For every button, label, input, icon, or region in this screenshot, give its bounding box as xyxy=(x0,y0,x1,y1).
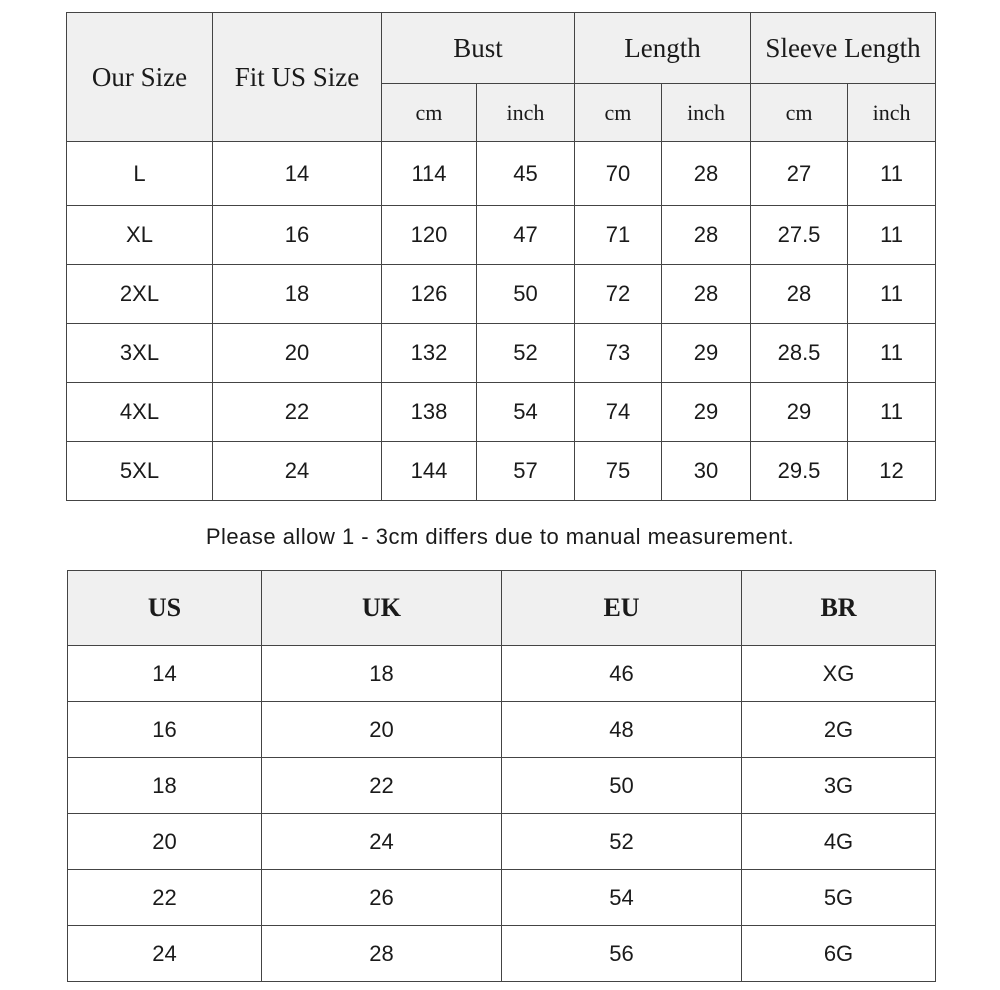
cell-uk: 26 xyxy=(262,870,502,926)
cell-fit-us-size: 24 xyxy=(213,442,382,501)
measurement-note: Please allow 1 - 3cm differs due to manual measurement. xyxy=(205,524,795,549)
table-row xyxy=(67,383,936,442)
cell-fit-us-size: 18 xyxy=(213,265,382,324)
cell-our-size: XL xyxy=(67,206,213,265)
cell-bust-inch: 54 xyxy=(477,383,575,442)
cell-bust-cm: 138 xyxy=(382,383,477,442)
header-sleeve-length: Sleeve Length xyxy=(751,13,936,84)
cell-sleeve-cm: 27 xyxy=(751,142,848,206)
cell-us: 20 xyxy=(68,814,262,870)
size-chart-table xyxy=(66,12,936,501)
unit-length-inch: inch xyxy=(662,84,751,142)
cell-uk: 22 xyxy=(262,758,502,814)
header-fit-us-size: Fit US Size xyxy=(213,13,382,142)
unit-sleeve-cm: cm xyxy=(751,84,848,142)
cell-our-size: 2XL xyxy=(67,265,213,324)
cell-bust-cm: 114 xyxy=(382,142,477,206)
cell-sleeve-inch: 11 xyxy=(848,206,936,265)
table-row xyxy=(68,758,936,814)
table-row xyxy=(68,646,936,702)
table-row xyxy=(68,814,936,870)
table-row xyxy=(67,206,936,265)
table-row xyxy=(68,926,936,982)
table-row xyxy=(67,324,936,383)
header-our-size: Our Size xyxy=(67,13,213,142)
cell-length-inch: 29 xyxy=(662,383,751,442)
table-row xyxy=(67,142,936,206)
cell-eu: 54 xyxy=(502,870,742,926)
cell-bust-inch: 52 xyxy=(477,324,575,383)
cell-uk: 20 xyxy=(262,702,502,758)
cell-length-cm: 70 xyxy=(575,142,662,206)
cell-br: 5G xyxy=(742,870,936,926)
cell-length-inch: 28 xyxy=(662,265,751,324)
cell-sleeve-inch: 11 xyxy=(848,265,936,324)
cell-our-size: 4XL xyxy=(67,383,213,442)
cell-sleeve-inch: 11 xyxy=(848,142,936,206)
cell-eu: 46 xyxy=(502,646,742,702)
cell-length-cm: 73 xyxy=(575,324,662,383)
cell-length-cm: 75 xyxy=(575,442,662,501)
cell-bust-cm: 144 xyxy=(382,442,477,501)
cell-our-size: L xyxy=(67,142,213,206)
table-row xyxy=(68,870,936,926)
size-conversion-table xyxy=(67,570,936,982)
header-br: BR xyxy=(742,571,936,646)
cell-sleeve-cm: 29.5 xyxy=(751,442,848,501)
cell-sleeve-inch: 11 xyxy=(848,324,936,383)
cell-bust-inch: 57 xyxy=(477,442,575,501)
cell-bust-inch: 50 xyxy=(477,265,575,324)
cell-us: 22 xyxy=(68,870,262,926)
cell-length-cm: 71 xyxy=(575,206,662,265)
cell-length-inch: 28 xyxy=(662,142,751,206)
header-length: Length xyxy=(575,13,751,84)
cell-bust-inch: 47 xyxy=(477,206,575,265)
cell-eu: 50 xyxy=(502,758,742,814)
cell-br: 4G xyxy=(742,814,936,870)
cell-us: 14 xyxy=(68,646,262,702)
cell-fit-us-size: 16 xyxy=(213,206,382,265)
cell-br: 6G xyxy=(742,926,936,982)
cell-eu: 52 xyxy=(502,814,742,870)
header-uk: UK xyxy=(262,571,502,646)
cell-length-cm: 74 xyxy=(575,383,662,442)
cell-sleeve-cm: 27.5 xyxy=(751,206,848,265)
cell-uk: 18 xyxy=(262,646,502,702)
cell-us: 18 xyxy=(68,758,262,814)
cell-uk: 28 xyxy=(262,926,502,982)
cell-sleeve-inch: 12 xyxy=(848,442,936,501)
cell-eu: 48 xyxy=(502,702,742,758)
table-row xyxy=(67,265,936,324)
header-us: US xyxy=(68,571,262,646)
cell-br: 3G xyxy=(742,758,936,814)
conversion-header-row xyxy=(68,571,936,646)
header-bust: Bust xyxy=(382,13,575,84)
cell-our-size: 3XL xyxy=(67,324,213,383)
cell-uk: 24 xyxy=(262,814,502,870)
unit-bust-cm: cm xyxy=(382,84,477,142)
cell-bust-inch: 45 xyxy=(477,142,575,206)
unit-bust-inch: inch xyxy=(477,84,575,142)
cell-sleeve-cm: 29 xyxy=(751,383,848,442)
unit-sleeve-inch: inch xyxy=(848,84,936,142)
cell-bust-cm: 132 xyxy=(382,324,477,383)
cell-bust-cm: 120 xyxy=(382,206,477,265)
cell-length-inch: 30 xyxy=(662,442,751,501)
cell-length-inch: 29 xyxy=(662,324,751,383)
cell-fit-us-size: 20 xyxy=(213,324,382,383)
cell-bust-cm: 126 xyxy=(382,265,477,324)
size-chart-header-row xyxy=(67,13,936,84)
table-row xyxy=(67,442,936,501)
table-row xyxy=(68,702,936,758)
cell-sleeve-cm: 28 xyxy=(751,265,848,324)
cell-length-inch: 28 xyxy=(662,206,751,265)
cell-sleeve-cm: 28.5 xyxy=(751,324,848,383)
cell-eu: 56 xyxy=(502,926,742,982)
cell-fit-us-size: 22 xyxy=(213,383,382,442)
cell-length-cm: 72 xyxy=(575,265,662,324)
cell-our-size: 5XL xyxy=(67,442,213,501)
unit-length-cm: cm xyxy=(575,84,662,142)
cell-br: XG xyxy=(742,646,936,702)
header-eu: EU xyxy=(502,571,742,646)
cell-us: 16 xyxy=(68,702,262,758)
cell-us: 24 xyxy=(68,926,262,982)
cell-br: 2G xyxy=(742,702,936,758)
cell-sleeve-inch: 11 xyxy=(848,383,936,442)
cell-fit-us-size: 14 xyxy=(213,142,382,206)
